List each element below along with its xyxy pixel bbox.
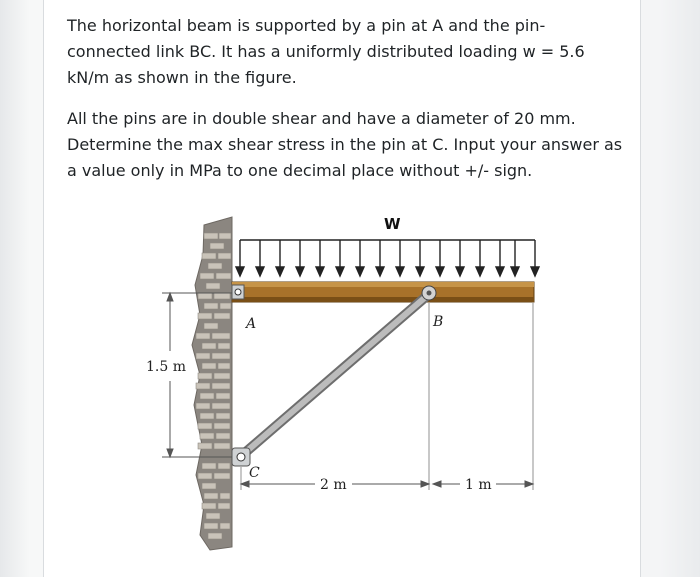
label-c: C: [249, 465, 260, 481]
dimension-overhang-label: 1 m: [465, 477, 492, 493]
problem-paragraph-1: The horizontal beam is supported by a pin at A and the pin-connected link BC. It has a uniformly distributed loading w = 5.6 kN/m as shown in the figure.: [67, 16, 585, 87]
beam-figure: [140, 205, 550, 559]
pin-b: [422, 286, 436, 300]
problem-paragraph-2: All the pins are in double shear and have a diameter of 20 mm. Determine the max shear stress in the pin at C. Input your answer as a value only in MPa to one decimal place without +/- sign.: [67, 109, 623, 180]
distributed-load-arrows: [236, 240, 539, 276]
link-bc: [240, 294, 429, 457]
beam-diagram: [140, 205, 550, 555]
pin-a-support: [232, 285, 244, 299]
label-a: A: [246, 316, 257, 332]
wall: [192, 217, 232, 550]
label-b: B: [433, 314, 444, 330]
dimension-ab-label: 2 m: [320, 477, 347, 493]
beam: [232, 282, 534, 302]
height-dimension-label: 1.5 m: [146, 359, 186, 375]
pin-c-support: [232, 448, 250, 466]
load-label-w: W: [384, 215, 401, 233]
